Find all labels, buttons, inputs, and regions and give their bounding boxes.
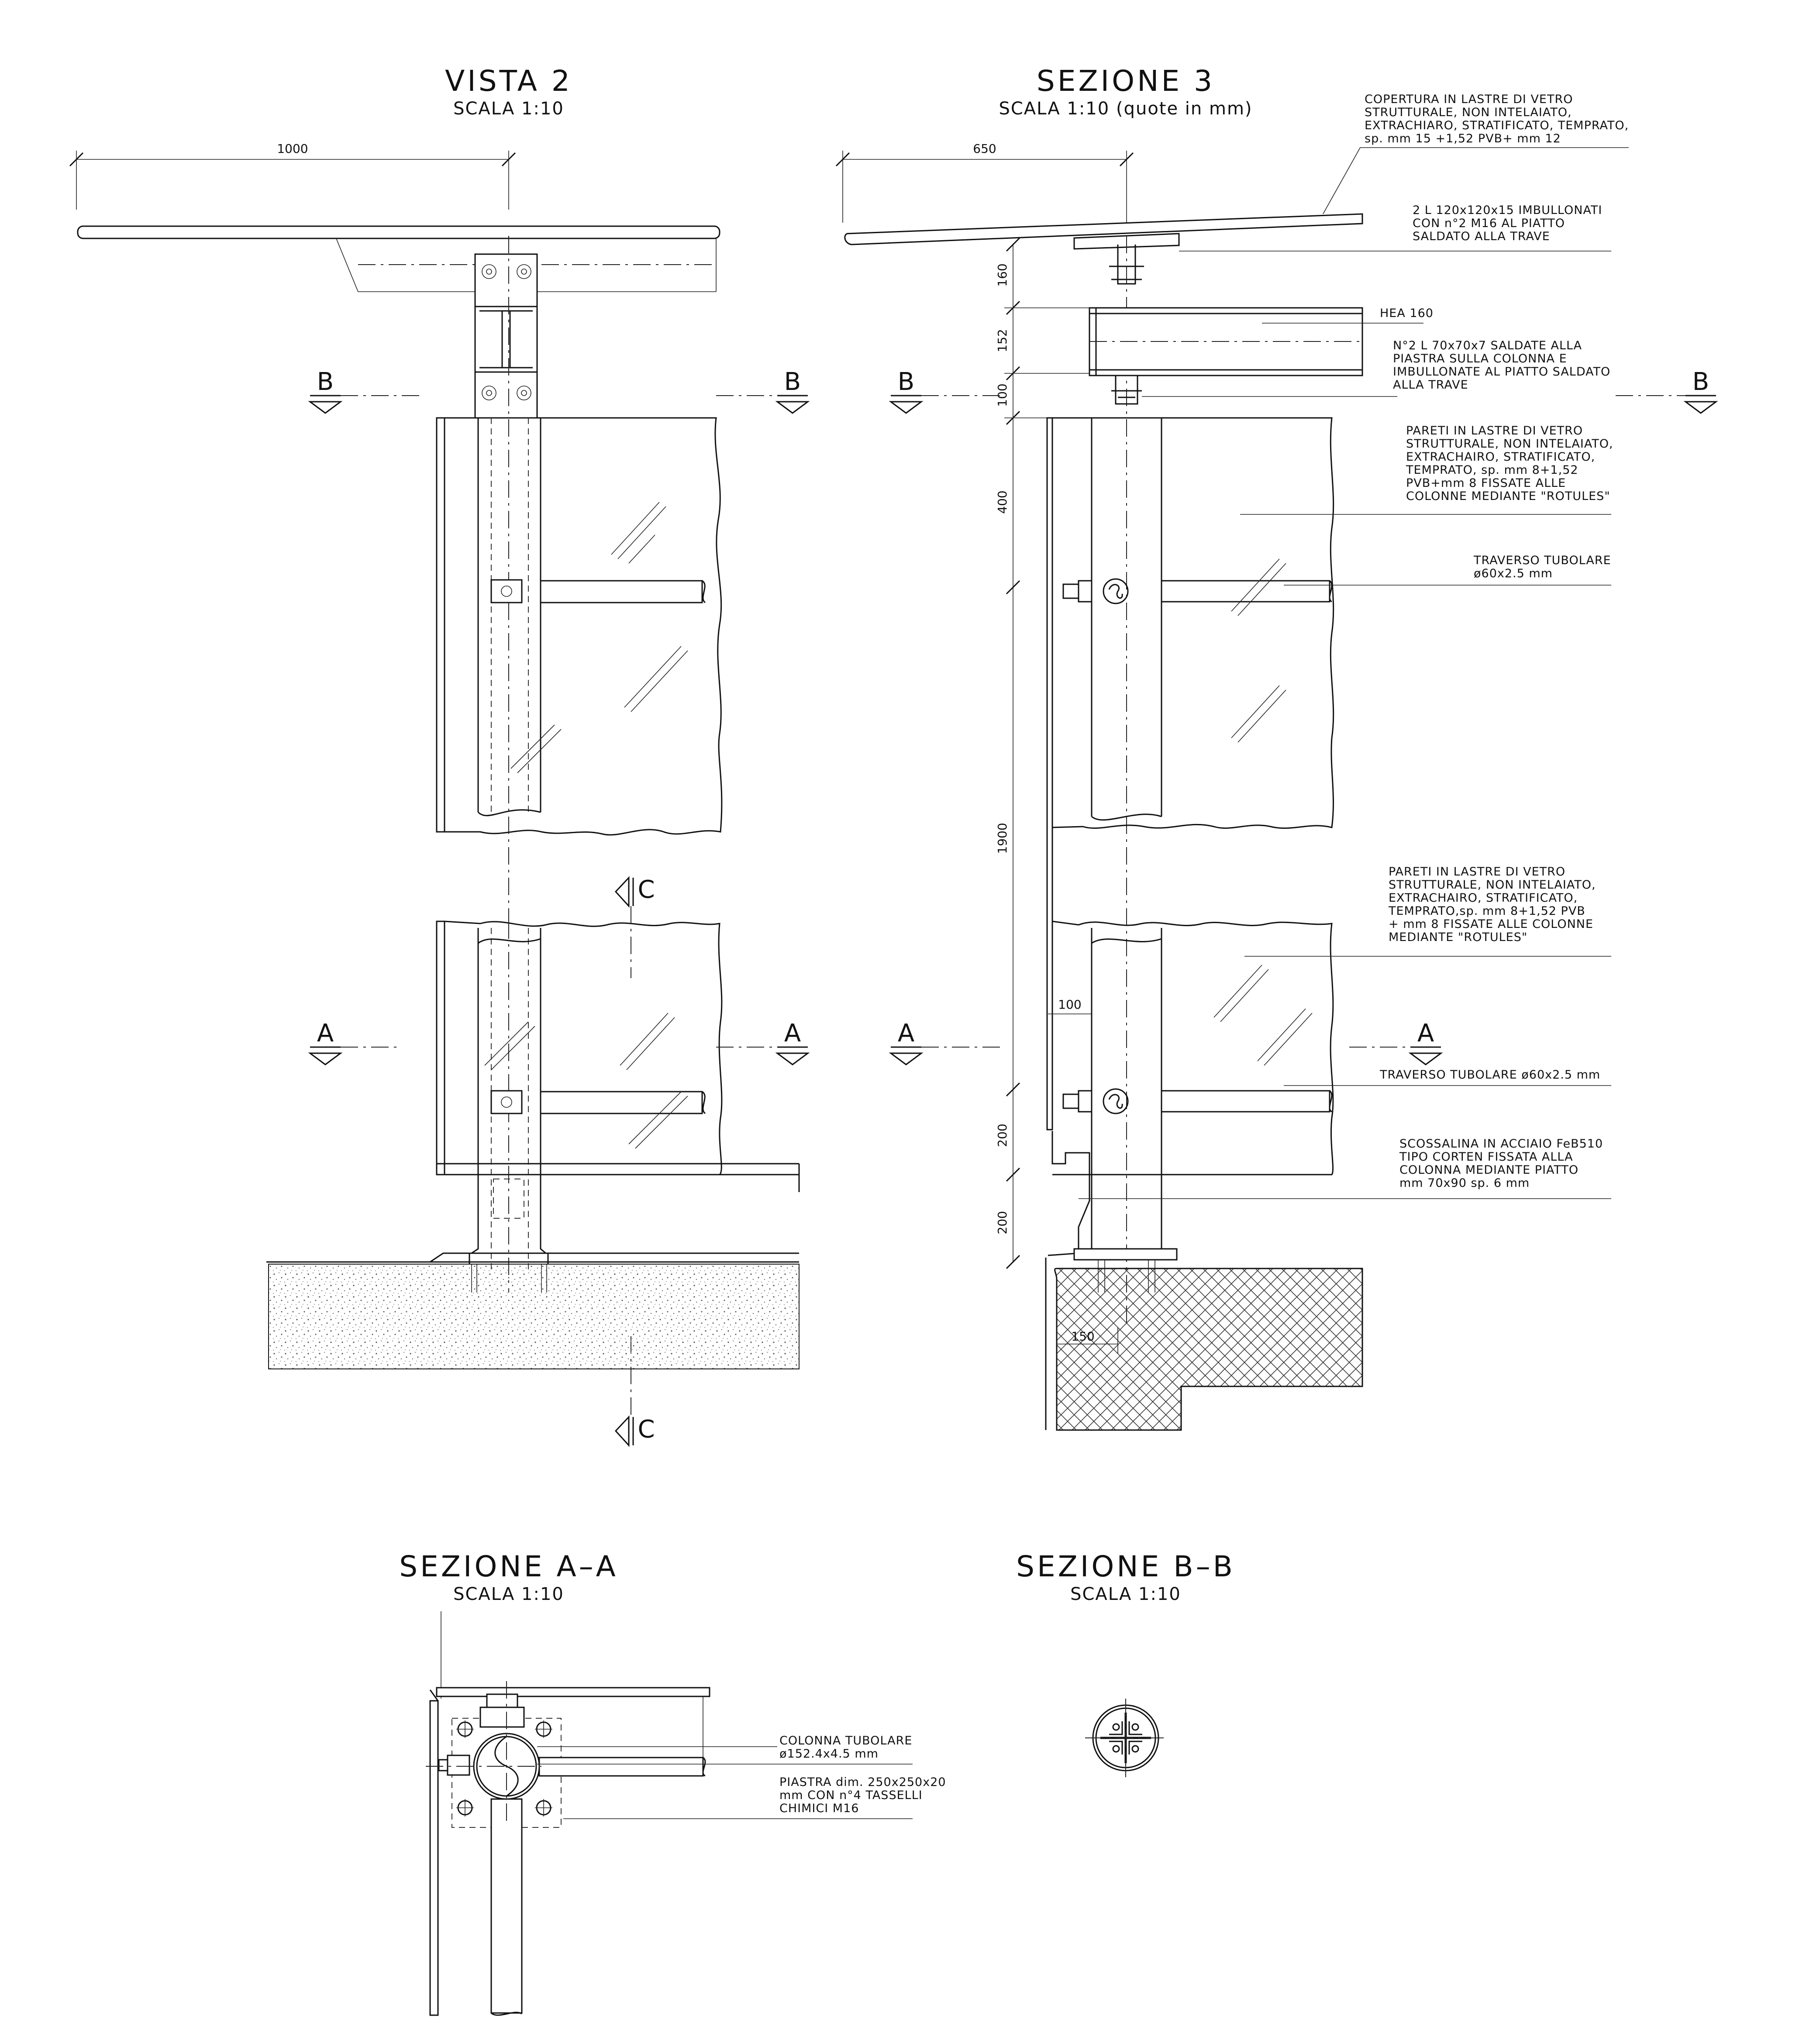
sezione3-cut-label-a-right: A [1417, 1019, 1434, 1048]
note-scossalina-line-4: mm 70x90 sp. 6 mm [1399, 1176, 1530, 1190]
note-pareti-lower-line-3: EXTRACHAIRO, STRATIFICATO, [1389, 891, 1578, 905]
note-piastra-line-4: ALLA TRAVE [1393, 378, 1468, 392]
vista2-title: VISTA 2 [445, 64, 572, 98]
note-piastra-base-line-2: mm CON n°4 TASSELLI [779, 1789, 923, 1802]
note-pareti-upper-line-6: COLONNE MEDIANTE "ROTULES" [1406, 489, 1610, 503]
note-copertura-line-3: EXTRACHIARO, STRATIFICATO, TEMPRATO, [1365, 119, 1629, 132]
note-scossalina-line-2: TIPO CORTEN FISSATA ALLA [1399, 1150, 1573, 1164]
note-pareti-upper-line-1: PARETI IN LASTRE DI VETRO [1406, 424, 1583, 438]
sezioneBB-drawing [1085, 1699, 1167, 1777]
note-scossalina-line-1: SCOSSALINA IN ACCIAIO FeB510 [1399, 1137, 1603, 1151]
vista2-floor-slab [269, 1264, 799, 1369]
sezione3-roof-glass [845, 214, 1362, 245]
note-hea-line-1: HEA 160 [1380, 307, 1434, 320]
note-traverso-lower-line-1: TRAVERSO TUBOLARE ø60x2.5 mm [1380, 1068, 1601, 1082]
vista2-cut-label-a-left: A [317, 1019, 334, 1048]
sezioneAA-drawing [426, 1611, 946, 2015]
note-traverso-upper-line-2: ø60x2.5 mm [1474, 567, 1553, 580]
note-colonna-line-2: ø152.4x4.5 mm [779, 1747, 879, 1761]
note-angolari-line-2: CON n°2 M16 AL PIATTO [1413, 217, 1565, 230]
note-copertura-line-4: sp. mm 15 +1,52 PVB+ mm 12 [1365, 132, 1561, 145]
note-pareti-upper-line-4: TEMPRATO, sp. mm 8+1,52 [1406, 463, 1579, 477]
sezioneBB-scale: SCALA 1:10 [1070, 1584, 1181, 1604]
note-piastra-line-3: IMBULLONATE AL PIATTO SALDATO [1393, 365, 1611, 379]
sezione3-dim-100-offset: 100 [1058, 997, 1082, 1012]
sezioneBB-title: SEZIONE B–B [1016, 1550, 1235, 1583]
sezione3-title: SEZIONE 3 [1036, 64, 1215, 98]
vista2-roof-glass [78, 226, 720, 238]
note-pareti-upper-line-3: EXTRACHAIRO, STRATIFICATO, [1406, 450, 1596, 464]
sezione3-dim-200-upper: 200 [995, 1124, 1010, 1147]
vista2-upper-glass-panel [445, 418, 722, 835]
sezione3-dim-160: 160 [995, 263, 1010, 287]
sezione3-drawing [836, 141, 1716, 1430]
note-piastra-line-2: PIASTRA SULLA COLONNA E [1393, 352, 1567, 365]
note-pareti-lower [1244, 865, 1611, 956]
note-piastra-base [563, 1775, 946, 1819]
sezione3-dim-200-lower: 200 [995, 1211, 1010, 1234]
sezione3-dim-150: 150 [1071, 1329, 1095, 1344]
sezioneAA-title: SEZIONE A–A [399, 1550, 618, 1583]
note-scossalina [1079, 1137, 1611, 1199]
note-pareti-upper-line-5: PVB+mm 8 FISSATE ALLE [1406, 476, 1566, 490]
vista2-cut-label-a-right: A [784, 1019, 801, 1048]
vista2-cut-label-c-bottom: C [638, 1415, 655, 1444]
vista2-title-block [445, 64, 572, 119]
sezioneBB-title-block [1016, 1550, 1235, 1604]
sezioneAA-scale: SCALA 1:10 [453, 1584, 564, 1604]
note-copertura [1323, 93, 1629, 214]
sezione3-scale: SCALA 1:10 (quote in mm) [999, 99, 1253, 119]
sezione3-width-dimension: 650 [973, 141, 996, 156]
note-piastra-base-line-3: CHIMICI M16 [779, 1802, 859, 1815]
note-pareti-lower-line-1: PARETI IN LASTRE DI VETRO [1389, 865, 1566, 879]
vista2-lower-glass-panel [445, 921, 722, 1175]
vista2-scale: SCALA 1:10 [453, 99, 564, 119]
note-pareti-lower-line-5: + mm 8 FISSATE ALLE COLONNE [1389, 917, 1594, 931]
sezione3-cut-label-b-right: B [1692, 368, 1709, 396]
note-angolari-line-3: SALDATO ALLA TRAVE [1413, 230, 1550, 243]
sezione3-dim-400: 400 [995, 490, 1010, 514]
note-traverso-upper-line-1: TRAVERSO TUBOLARE [1474, 554, 1611, 567]
note-piastra-base-line-1: PIASTRA dim. 250x250x20 [779, 1775, 946, 1789]
note-copertura-line-1: COPERTURA IN LASTRE DI VETRO [1365, 93, 1573, 106]
sezione3-cut-label-a-left: A [897, 1019, 915, 1048]
sezione3-dim-1900: 1900 [995, 823, 1010, 854]
note-colonna-line-1: COLONNA TUBOLARE [779, 1734, 913, 1748]
vista2-width-dimension: 1000 [277, 141, 308, 156]
sezione3-cut-label-b-left: B [897, 368, 915, 396]
sezione3-dim-100: 100 [995, 383, 1010, 407]
vista2-cut-label-c-top: C [638, 876, 655, 904]
sezioneAA-title-block [399, 1550, 618, 1604]
note-traverso-upper [1284, 554, 1611, 585]
note-piastra-line-1: N°2 L 70x70x7 SALDATE ALLA [1393, 339, 1582, 352]
note-pareti-lower-line-6: MEDIANTE "ROTULES" [1389, 931, 1528, 944]
vista2-cut-label-b-left: B [317, 368, 334, 396]
note-angolari-line-1: 2 L 120x120x15 IMBULLONATI [1413, 203, 1603, 217]
note-pareti-upper [1240, 424, 1613, 514]
note-pareti-lower-line-2: STRUTTURALE, NON INTELAIATO, [1389, 878, 1596, 892]
note-pareti-lower-line-4: TEMPRATO,sp. mm 8+1,52 PVB [1389, 904, 1585, 918]
vista2-drawing [70, 141, 808, 1445]
note-pareti-upper-line-2: STRUTTURALE, NON INTELAIATO, [1406, 437, 1613, 451]
note-scossalina-line-3: COLONNA MEDIANTE PIATTO [1399, 1163, 1579, 1177]
sezione3-dim-152: 152 [995, 329, 1010, 352]
sezione3-concrete-slab [1055, 1268, 1362, 1430]
note-copertura-line-2: STRUTTURALE, NON INTELAIATO, [1365, 106, 1572, 119]
sezione3-title-block [999, 64, 1252, 119]
vista2-cut-label-b-right: B [784, 368, 801, 396]
